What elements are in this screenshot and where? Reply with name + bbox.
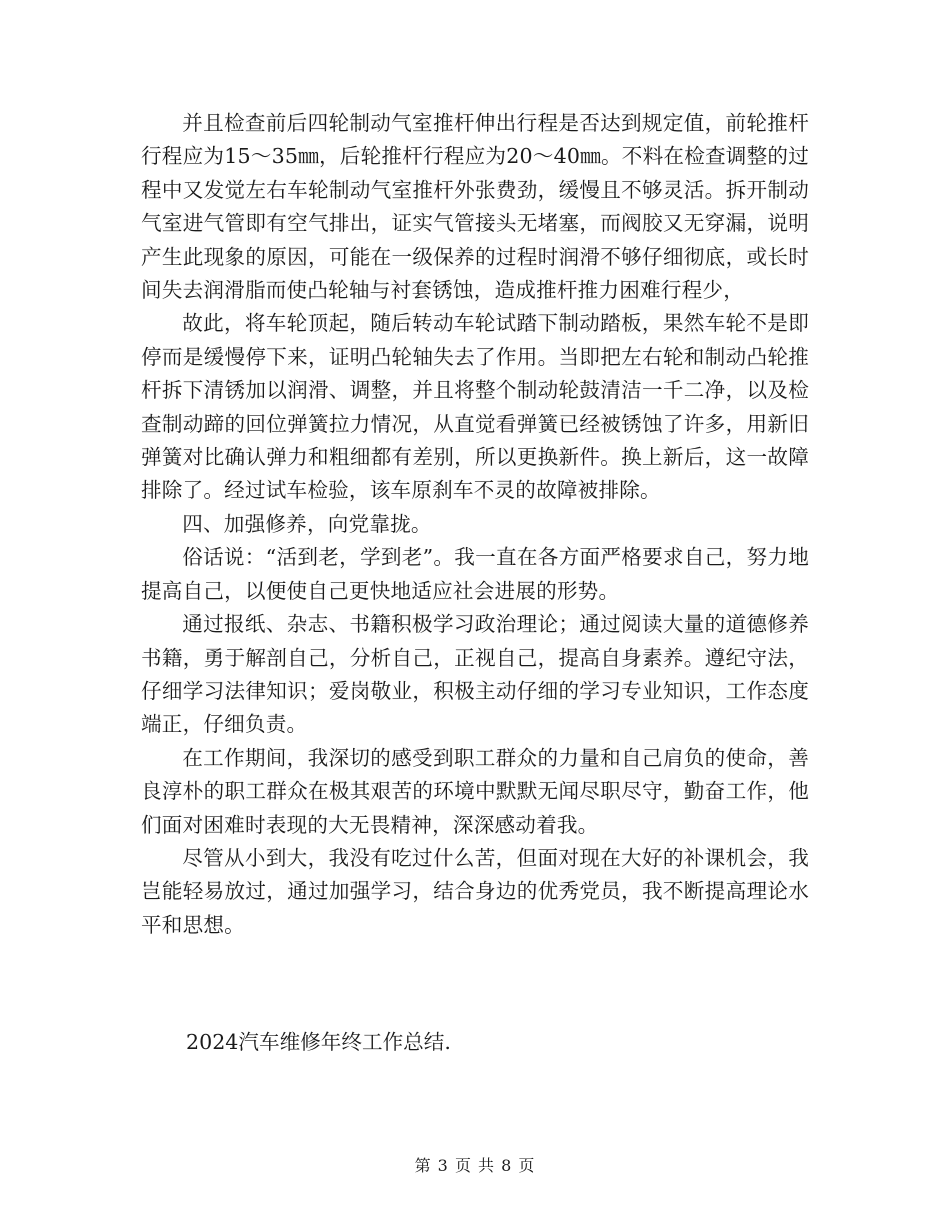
document-title-footer: 2024汽车维修年终工作总结. xyxy=(186,1030,451,1054)
section-heading: 四、加强修养，向党靠拢。 xyxy=(182,511,432,536)
paragraph-4: 通过报纸、杂志、书籍积极学习政治理论；通过阅读大量的道德修养书籍，勇于解剖自己，分析自己，正视自己，提高自身素养。遵纪守法，仔细学习法律知识；爱岗敬业，积极主动仔细的学习专业知识，工作态度端正，仔细负责。 xyxy=(141,612,809,737)
document-body xyxy=(141,107,809,942)
paragraph-2: 故此，将车轮顶起，随后转动车轮试踏下制动踏板，果然车轮不是即停而是缓慢停下来，证明凸轮轴失去了作用。当即把左右轮和制动凸轮推杆拆下清锈加以润滑、调整，并且将整个制动轮鼓清洁一千二净，以及检查制动蹄的回位弹簧拉力情况，从直觉看弹簧已经被锈蚀了许多，用新旧弹簧对比确认弹力和粗细都有差别，所以更换新件。换上新后，这一故障排除了。经过试车检验，该车原刹车不灵的故障被排除。 xyxy=(141,311,809,503)
paragraph-5: 在工作期间，我深切的感受到职工群众的力量和自己肩负的使命，善良淳朴的职工群众在极其艰苦的环境中默默无闻尽职尽守，勤奋工作，他们面对困难时表现的大无畏精神，深深感动着我。 xyxy=(141,745,809,837)
paragraph-1: 并且检查前后四轮制动气室推杆伸出行程是否达到规定值，前轮推杆行程应为15～35㎜，后轮推杆行程应为20～40㎜。不料在检查调整的过程中又发觉左右车轮制动气室推杆外张费劲，缓慢且不够灵活。拆开制动气室进气管即有空气排出，证实气管接头无堵塞，而阀胶又无穿漏，说明产生此现象的原因，可能在一级保养的过程时润滑不够仔细彻底，或长时间失去润滑脂而使凸轮轴与衬套锈蚀，造成推杆推力困难行程少， xyxy=(141,111,809,303)
paragraph-6: 尽管从小到大，我没有吃过什么苦，但面对现在大好的补课机会，我岂能轻易放过，通过加强学习，结合身边的优秀党员，我不断提高理论水平和思想。 xyxy=(141,845,809,937)
paragraph-3: 俗话说：“活到老，学到老”。我一直在各方面严格要求自己，努力地提高自己，以便使自己更快地适应社会进展的形势。 xyxy=(141,545,809,603)
page-number: 第 3 页 共 8 页 xyxy=(414,1156,536,1175)
